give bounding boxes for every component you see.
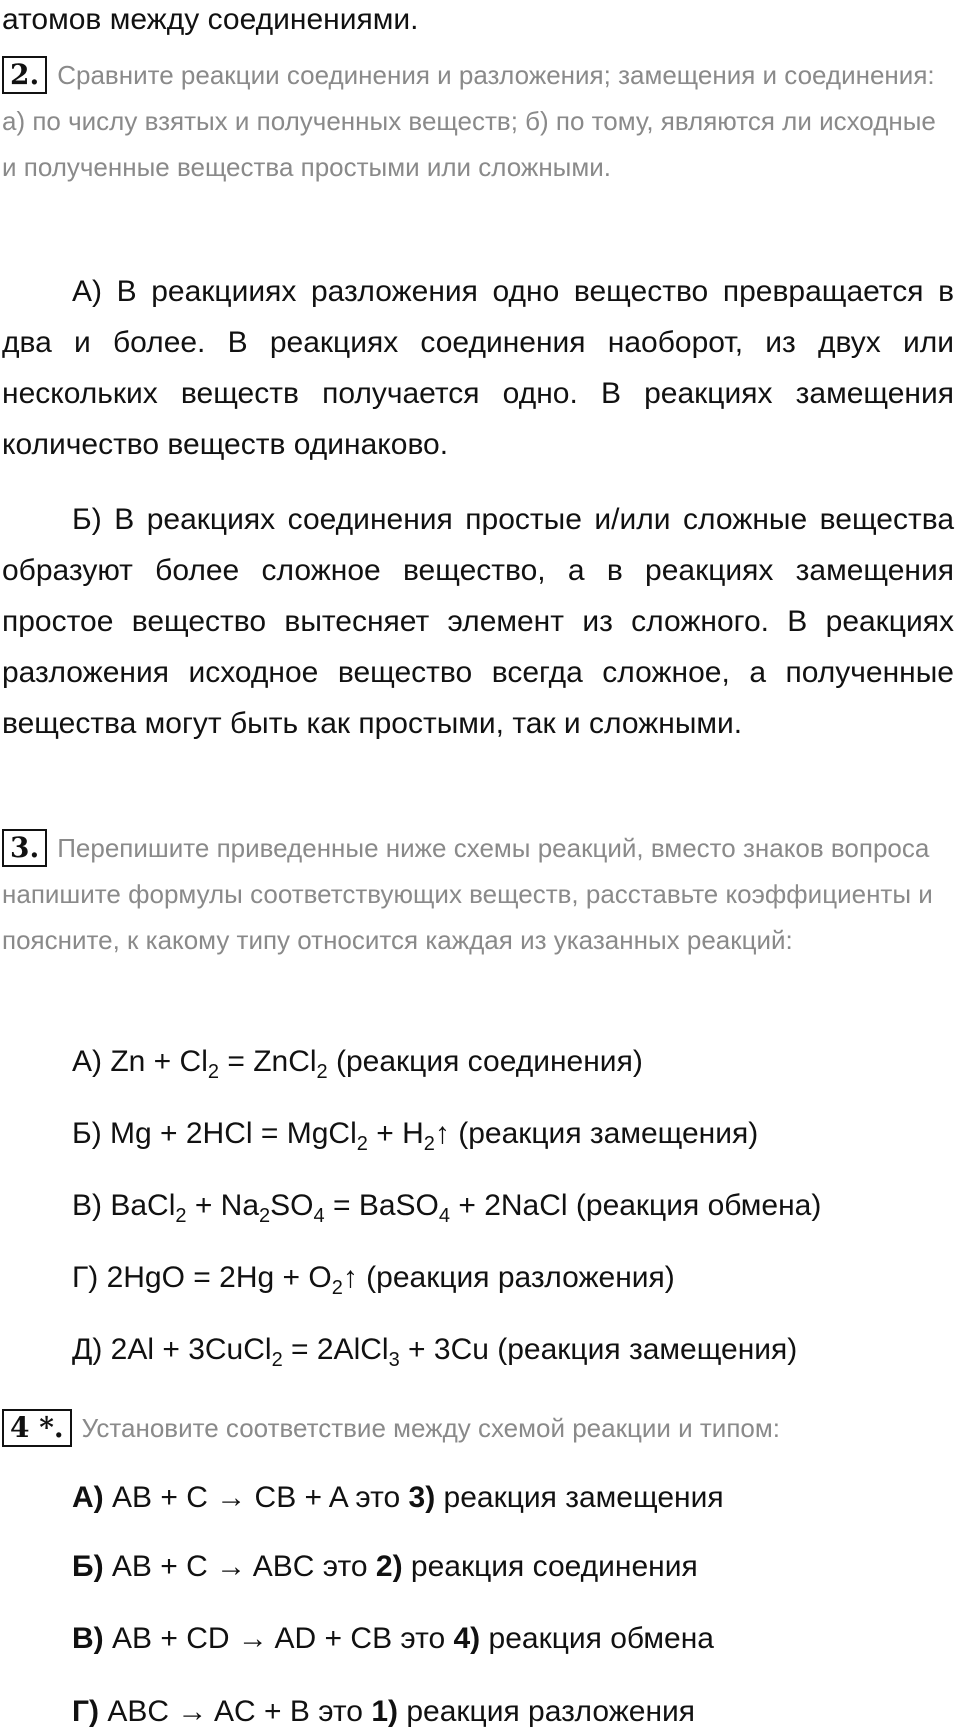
equation-b: Б) Mg + 2HCl = MgCl$_2$ + $H_2↑$ (реакция замещения) [72,1117,759,1155]
answer-b-text: Б) В реакциях соединения простые и/или сложные вещества образуют более сложное вещество, а в реакциях замещения простое вещество вытесняет элемент из сложного. В реакциях разложения исходное вещество всегда сложное, а полученные вещества могут быть как простыми, так и сложными. [2,503,954,740]
match-b: Б) AB + C → ABC это 2) реакция соединения [72,1550,698,1583]
answer-a-text: А) В реакцииях разложения одно вещество превращается в два и более. В реакциях соединения наоборот, из двух или нескольких веществ получается одно. В реакциях замещения количество веществ одинаково. [2,275,954,461]
previous-answer-tail: атомов между соединениями. [2,3,419,36]
task-2-answer-a [2,266,954,470]
equation-d: Д) 2Al + 3CuCl$_2$ = 2AlCl$_3$ + 3Cu (реакция замещения) [72,1333,798,1371]
task-number-badge: 2. [2,56,47,94]
task-4-text: Установите соответствие между схемой реакции и типом: [81,1413,780,1443]
task-4-question [2,1405,954,1451]
task-number-badge: 3. [2,829,47,867]
equation-v: В) BaCl$_2$ + $Na_2SO_4$ = BaSO$_4$ + 2NaCl (реакция обмена) [72,1189,822,1227]
task-3-question [2,825,954,963]
match-a: А) AB + C → CB + A это 3) реакция замещения [72,1481,724,1514]
task-number-badge: 4 *. [2,1409,72,1447]
task-3-text: Перепишите приведенные ниже схемы реакций, вместо знаков вопроса напишите формулы соответствующих веществ, расставьте коэффициенты и поясните, к какому типу относится каждая из указанных реакций: [2,833,933,955]
equation-a: А) $Zn + Cl_2$ = ZnCl$_2$ (реакция соединения) [72,1045,643,1083]
task-2-question [2,52,954,190]
task-2-answer-b [2,494,954,749]
match-v: В) AB + CD → AD + CB это 4) реакция обмена [72,1622,714,1655]
task-2-text: Сравните реакции соединения и разложения; замещения и соединения: а) по числу взятых и полученных веществ; б) по тому, являются ли исходные и полученные вещества простыми или сложными. [2,60,936,182]
match-g: Г) ABC → AC + B это 1) реакция разложения [72,1695,696,1728]
equation-g: Г) $2HgO = 2Hg + O_2↑$ (реакция разложения) [72,1261,675,1299]
